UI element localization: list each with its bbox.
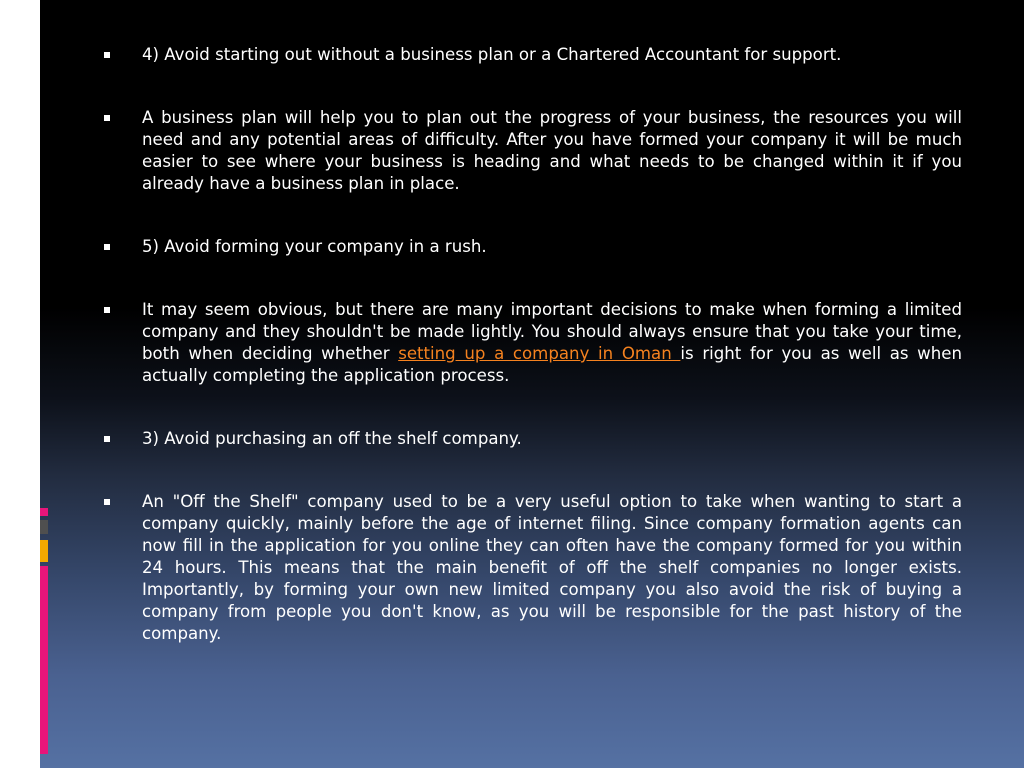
bullet-item <box>102 236 962 258</box>
square-bullet-icon <box>104 307 110 313</box>
bullet-text-after-link: is right for you as well as when actually completing the application process. <box>142 344 962 385</box>
square-bullet-icon <box>104 436 110 442</box>
accent-bar-pink-large <box>40 566 48 754</box>
bullet-item <box>102 428 962 450</box>
accent-bar-yellow <box>40 540 48 562</box>
bullet-item <box>102 491 962 645</box>
square-bullet-icon <box>104 115 110 121</box>
bullet-item <box>102 107 962 195</box>
bullet-text: 4) Avoid starting out without a business plan or a Chartered Accountant for support. <box>142 45 842 64</box>
oman-company-link[interactable]: setting up a company in Oman <box>398 344 681 363</box>
square-bullet-icon <box>104 244 110 250</box>
bullet-text: An "Off the Shelf" company used to be a very useful option to take when wanting to start a company quickly, mainly before the age of internet filing. Since company formation agents can now fill in the application for you online they can often have the company formed for you within 24 hours. This means that the main benefit of off the shelf companies no longer exists. Importantly, by forming your own new limited company you also avoid the risk of buying a company from people you don't know, as you will be responsible for the past history of the company. <box>142 492 962 643</box>
bullet-text: A business plan will help you to plan out the progress of your business, the resources you will need and any potential areas of difficulty. After you have formed your company it will be much easier to see where your business is heading and what needs to be changed within it if you already have a business plan in place. <box>142 108 962 193</box>
square-bullet-icon <box>104 52 110 58</box>
bullet-item <box>102 299 962 387</box>
accent-bar-pink-small <box>40 508 48 516</box>
slide-margin <box>0 0 40 768</box>
bullet-item <box>102 44 962 66</box>
bullet-list <box>102 44 962 645</box>
bullet-text: 5) Avoid forming your company in a rush. <box>142 237 487 256</box>
square-bullet-icon <box>104 499 110 505</box>
bullet-text-before-link: It may seem obvious, but there are many important decisions to make when forming a limited company and they shouldn't be made lightly. You should always ensure that you take your time, both when deciding whether <box>142 300 962 363</box>
bullet-text: 3) Avoid purchasing an off the shelf company. <box>142 429 522 448</box>
accent-bar-gray <box>40 520 48 534</box>
